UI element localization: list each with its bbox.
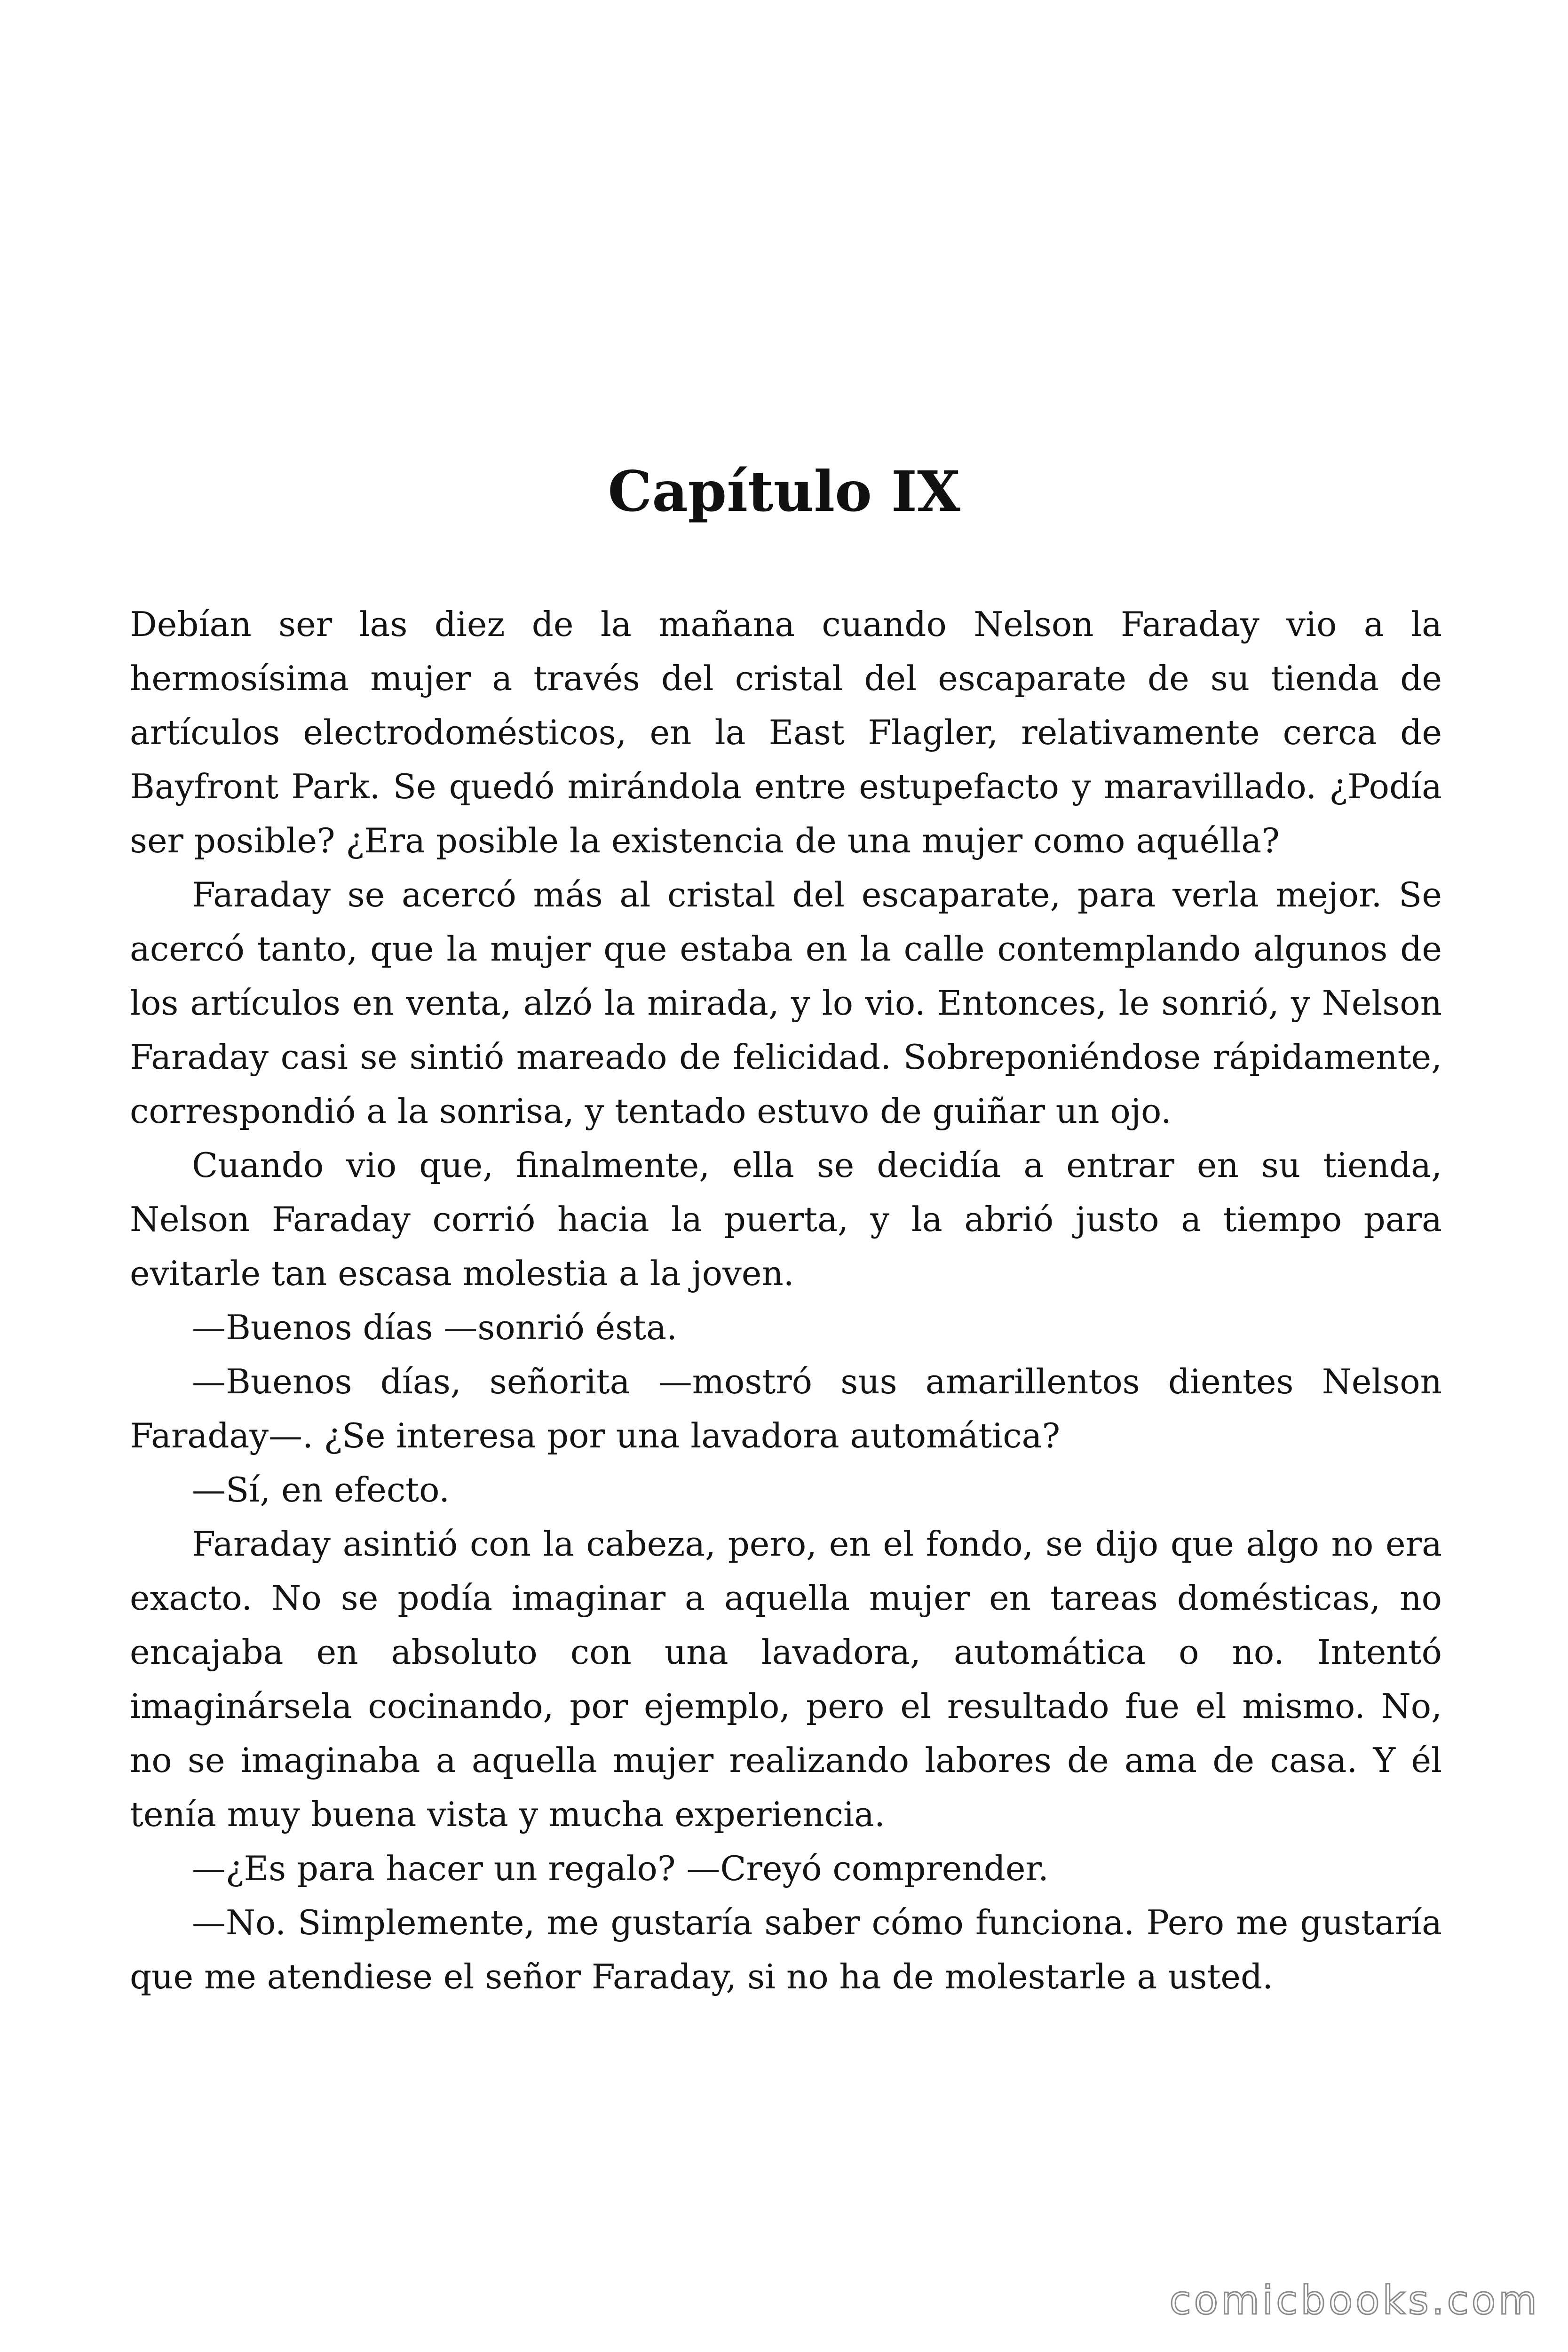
dialogue-line: —Sí, en efecto.: [192, 1470, 450, 1510]
paragraph: Debían ser las diez de la mañana cuando Nelson Faraday vio a la hermosísima mujer a través del cristal del escaparate de su tienda de artículos electrodomésticos, en la East Flagler, relativamente cerca de Bayfront Park. Se quedó mirándola entre estupefacto y maravillado. ¿Podía ser posible? ¿Era posible la existencia de una mujer como aquélla?: [130, 604, 1442, 860]
watermark: comicbooks.com: [1169, 2277, 1540, 2323]
dialogue-line: —Buenos días, señorita —mostró sus amarillentos dientes Nelson Faraday—. ¿Se interesa por una lavadora automática?: [130, 1362, 1442, 1455]
dialogue-line: —No. Simplemente, me gustaría saber cómo funciona. Pero me gustaría que me atendiese el señor Faraday, si no ha de molestarle a usted.: [130, 1903, 1442, 1996]
paragraph: Faraday asintió con la cabeza, pero, en el fondo, se dijo que algo no era exacto. No se podía imaginar a aquella mujer en tareas domésticas, no encajaba en absoluto con una lavadora, automática o no. Intentó imaginársela cocinando, por ejemplo, pero el resultado fue el mismo. No, no se imaginaba a aquella mujer realizando labores de ama de casa. Y él tenía muy buena vista y mucha experiencia.: [130, 1524, 1442, 1834]
chapter-body: [130, 597, 1442, 2004]
paragraph: Cuando vio que, finalmente, ella se decidía a entrar en su tienda, Nelson Faraday corrió hacia la puerta, y la abrió justo a tiempo para evitarle tan escasa molestia a la joven.: [130, 1145, 1442, 1293]
chapter-title: Capítulo IX: [608, 459, 960, 524]
paragraph: Faraday se acercó más al cristal del escaparate, para verla mejor. Se acercó tanto, que la mujer que estaba en la calle contemplando algunos de los artículos en venta, alzó la mirada, y lo vio. Entonces, le sonrió, y Nelson Faraday casi se sintió mareado de felicidad. Sobreponiéndose rápidamente, correspondió a la sonrisa, y tentado estuvo de guiñar un ojo.: [130, 875, 1442, 1131]
dialogue-line: —¿Es para hacer un regalo? —Creyó comprender.: [192, 1849, 1049, 1888]
dialogue-line: —Buenos días —sonrió ésta.: [192, 1308, 677, 1347]
